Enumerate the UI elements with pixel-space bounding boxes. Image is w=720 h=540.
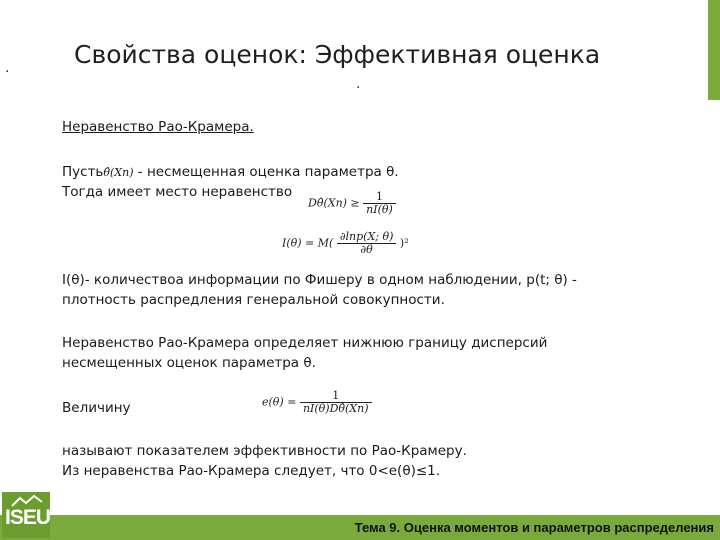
paragraph-line: I(θ)- количествоа информации по Фишеру в одном наблюдении, p(t; θ) - <box>62 272 577 288</box>
paragraph-line: Тогда имеет место неравенство <box>62 184 293 200</box>
paragraph-line: несмещенных оценок параметра θ. <box>62 355 316 371</box>
iseu-logo <box>2 492 52 538</box>
paragraph-line: называют показателем эффективности по Рао-Крамеру. <box>62 443 467 459</box>
bullet-dot: . <box>356 76 361 92</box>
formula-denominator: nI(θ) <box>366 203 393 216</box>
paragraph-line: плотность распредления генеральной совокупности. <box>62 292 445 308</box>
paragraph-line: Величину <box>62 400 131 416</box>
formula-numerator: 1 <box>363 191 396 204</box>
section-heading: Неравенство Рао-Крамера. <box>62 119 254 135</box>
formula-fraction <box>337 231 397 256</box>
footer-topic: Тема 9. Оценка моментов и параметров распределения <box>354 520 714 535</box>
fisher-information-formula <box>282 231 409 256</box>
formula-lhs: e(θ) = <box>262 395 297 409</box>
formula-numerator: ∂lnp(X; θ) <box>337 231 397 244</box>
formula-rhs: )² <box>399 236 409 250</box>
formula-fraction <box>363 191 396 216</box>
formula-lhs: I(θ) = M( <box>282 236 334 250</box>
logo-text: ISEU <box>5 506 51 529</box>
paragraph-line: Из неравенства Рао-Крамера следует, что 0<e(θ)≤1. <box>62 463 441 479</box>
formula-lhs: Dθ̂(Xn) ≥ <box>308 196 360 210</box>
paragraph-text: Пусть <box>62 164 104 180</box>
rao-cramer-inequality <box>308 191 396 216</box>
formula-fraction <box>300 390 372 415</box>
formula-numerator: 1 <box>300 390 372 403</box>
estimator-formula: θ̂(Xn) <box>103 166 134 179</box>
paragraph-line: Неравенство Рао-Крамера определяет нижнюю границу дисперсий <box>62 335 548 351</box>
paragraph-text: - несмещенная оценка параметра θ. <box>133 164 399 180</box>
paragraph-line <box>62 162 399 183</box>
formula-denominator: nI(θ)Dθ̂(Xn) <box>302 402 369 415</box>
accent-bar <box>708 0 720 100</box>
bullet-dot: . <box>5 60 10 76</box>
efficiency-formula <box>262 390 372 415</box>
slide-title: Свойства оценок: Эффективная оценка <box>74 40 601 69</box>
formula-denominator: ∂θ <box>360 243 373 256</box>
